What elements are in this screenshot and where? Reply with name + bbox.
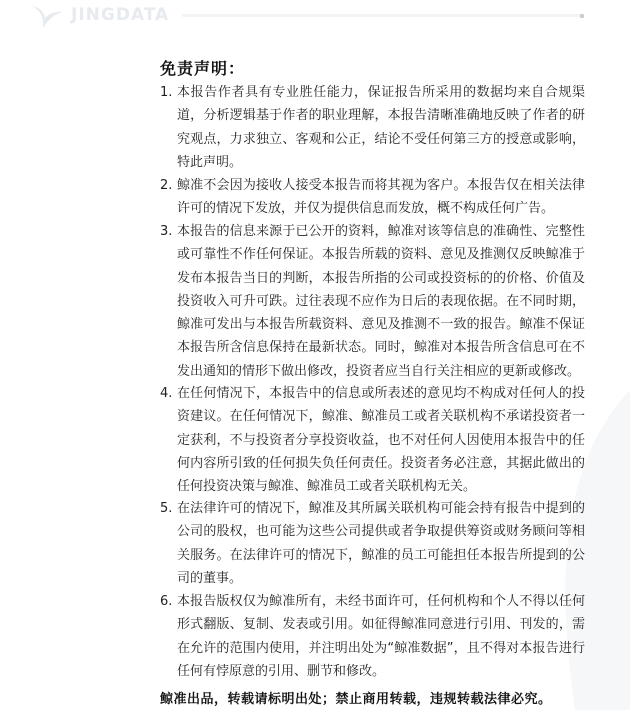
disclaimer-title: 免责声明： [160,59,246,78]
item-number: 4. [160,386,173,401]
item-number: 2. [160,178,173,193]
item-text: 鲸准不会因为接收人接受本报告而将其视为客户。本报告仅在相关法律许可的情况下发放，并仅为提供信息而发放，概不构成任何广告。 [177,178,585,217]
item-text: 在法律许可的情况下，鲸准及其所属关联机构可能会持有报告中提到的公司的股权，也可能为这些公司提供或者争取提供筹资或财务顾问等相关服务。在法律许可的情况下，鲸准的员工可能担任本报告所提到的公司的董事。 [177,501,585,586]
disclaimer-item-6 [160,590,585,683]
item-text: 本报告版权仅为鲸准所有，未经书面许可，任何机构和个人不得以任何形式翻版、复制、发表或引用。如征得鲸准同意进行引用、刊发的，需在允许的范围内使用，并注明出处为“鲸准数据”，且不得对本报告进行任何有悖原意的引用、删节和修改。 [177,594,585,679]
disclaimer-item-5 [160,497,585,590]
disclaimer-item-4 [160,382,585,498]
copyright-notice: 鲸准出品，转载请标明出处；禁止商用转载，违规转载法律必究。 [160,692,552,707]
item-number: 1. [160,85,173,100]
logo-text: JINGDATA [71,5,170,25]
disclaimer-item-1 [160,81,585,174]
item-text: 本报告作者具有专业胜任能力，保证报告所采用的数据均来自合规渠道，分析逻辑基于作者的职业理解，本报告清晰准确地反映了作者的研究观点，力求独立、客观和公正，结论不受任何第三方的授意或影响，特此声明。 [177,85,585,170]
disclaimer-item-2 [160,174,585,221]
item-number: 3. [160,224,173,239]
item-text: 本报告的信息来源于已公开的资料，鲸准对该等信息的准确性、完整性或可靠性不作任何保证。本报告所载的资料、意见及推测仅反映鲸准于发布本报告当日的判断，本报告所指的公司或投资标的的价格、价值及投资收入可升可跌。过往表现不应作为日后的表现依据。在不同时期，鲸准可发出与本报告所载资料、意见及推测不一致的报告。鲸准不保证本报告所含信息保持在最新状态。同时，鲸准对本报告所含信息可在不发出通知的情形下做出修改，投资者应当自行关注相应的更新或修改。 [177,224,585,379]
item-number: 5. [160,501,173,516]
disclaimer-item-3 [160,220,585,383]
item-number: 6. [160,594,173,609]
item-text: 在任何情况下，本报告中的信息或所表述的意见均不构成对任何人的投资建议。在任何情况下，鲸准、鲸准员工或者关联机构不承诺投资者一定获利，不与投资者分享投资收益，也不对任何人因使用本报告中的任何内容所引致的任何损失负任何责任。投资者务必注意，其据此做出的任何投资决策与鲸准、鲸准员工或者关联机构无关。 [177,386,585,495]
